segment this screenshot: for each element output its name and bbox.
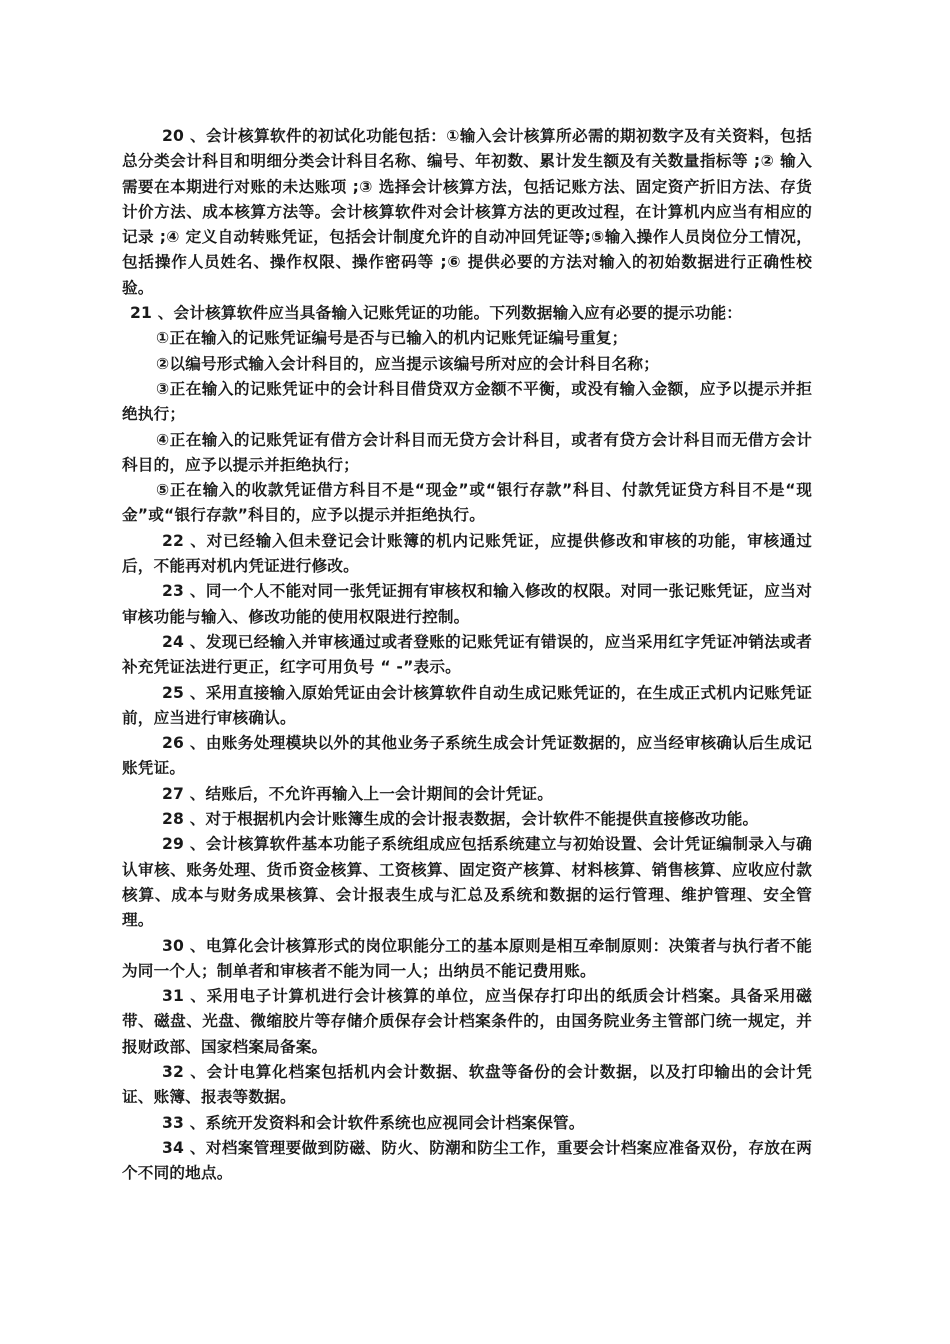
paragraph-28: 28 、对于根据机内会计账簿生成的会计报表数据，会计软件不能提供直接修改功能。	[162, 810, 759, 829]
paragraph-29: 29 、会计核算软件基本功能子系统组成应包括系统建立与初始设置、会计凭证编制录入与确认审核、账务处理、货币资金核算、工资核算、固定资产核算、材料核算、销售核算、应收应付款核算、成本与财务成果核算、会计报表生成与汇总及系统和数据的运行管理、维护管理、安全管理。	[122, 835, 812, 930]
paragraph-21-item-4: ④正在输入的记账凭证有借方会计科目而无贷方会计科目，或者有贷方会计科目而无借方会计科目的，应予以提示并拒绝执行；	[122, 430, 812, 474]
document-body	[122, 124, 812, 1186]
paragraph-21: 21 、会计核算软件应当具备输入记账凭证的功能。下列数据输入应有必要的提示功能：	[130, 304, 743, 323]
paragraph-30: 30 、电算化会计核算形式的岗位职能分工的基本原则是相互牵制原则：决策者与执行者不能为同一个人；制单者和审核者不能为同一人；出纳员不能记费用账。	[122, 936, 812, 980]
paragraph-21-item-3: ③正在输入的记账凭证中的会计科目借贷双方金额不平衡，或没有输入金额，应予以提示并拒绝执行；	[122, 379, 812, 424]
paragraph-21-item-5: ⑤正在输入的收款凭证借方科目不是“现金”或“银行存款”科目、付款凭证贷方科目不是“现金”或“银行存款”科目的，应予以提示并拒绝执行。	[122, 481, 812, 525]
paragraph-23: 23 、同一个人不能对同一张凭证拥有审核权和输入修改的权限。对同一张记账凭证，应当对审核功能与输入、修改功能的使用权限进行控制。	[122, 582, 812, 626]
paragraph-33: 33 、系统开发资料和会计软件系统也应视同会计档案保管。	[162, 1113, 585, 1132]
paragraph-25: 25 、采用直接输入原始凭证由会计核算软件自动生成记账凭证的，在生成正式机内记账凭证前，应当进行审核确认。	[122, 683, 812, 727]
paragraph-34: 34 、对档案管理要做到防磁、防火、防潮和防尘工作，重要会计档案应准备双份，存放在两个不同的地点。	[122, 1138, 812, 1183]
paragraph-21-item-2: ②以编号形式输入会计科目的，应当提示该编号所对应的会计科目名称；	[156, 354, 660, 373]
paragraph-22: 22 、对已经输入但未登记会计账簿的机内记账凭证，应提供修改和审核的功能，审核通过后，不能再对机内凭证进行修改。	[122, 531, 812, 576]
paragraph-20: 20 、会计核算软件的初试化功能包括：①输入会计核算所必需的期初数字及有关资料，包括总分类会计科目和明细分类会计科目名称、编号、年初数、累计发生额及有关数量指标等 ;② 输入需要在本期进行对账的未达账项 ;③ 选择会计核算方法，包括记账方法、固定资产折旧方法、存货计价方法、成本核算方法等。会计核算软件对会计核算方法的更改过程，在计算机内应当有相应的记录 ;④ 定义自动转账凭证，包括会计制度允许的自动冲回凭证等;⑤输入操作人员岗位分工情况，包括操作人员姓名、操作权限、操作密码等 ;⑥ 提供必要的方法对输入的初始数据进行正确性校验。	[122, 127, 812, 297]
paragraph-26: 26 、由账务处理模块以外的其他业务子系统生成会计凭证数据的，应当经审核确认后生成记账凭证。	[122, 734, 812, 778]
paragraph-24: 24 、发现已经输入并审核通过或者登账的记账凭证有错误的，应当采用红字凭证冲销法或者补充凭证法进行更正，红字可用负号 “ -”表示。	[122, 632, 812, 677]
paragraph-32: 32 、会计电算化档案包括机内会计数据、软盘等备份的会计数据，以及打印输出的会计凭证、账簿、报表等数据。	[122, 1062, 812, 1107]
paragraph-21-item-1: ①正在输入的记账凭证编号是否与已输入的机内记账凭证编号重复；	[156, 329, 628, 348]
paragraph-31: 31 、采用电子计算机进行会计核算的单位，应当保存打印出的纸质会计档案。具备采用磁带、磁盘、光盘、微缩胶片等存储介质保存会计档案条件的，由国务院业务主管部门统一规定，并报财政部、国家档案局备案。	[122, 987, 812, 1056]
paragraph-27: 27 、结账后，不允许再输入上一会计期间的会计凭证。	[162, 784, 553, 803]
